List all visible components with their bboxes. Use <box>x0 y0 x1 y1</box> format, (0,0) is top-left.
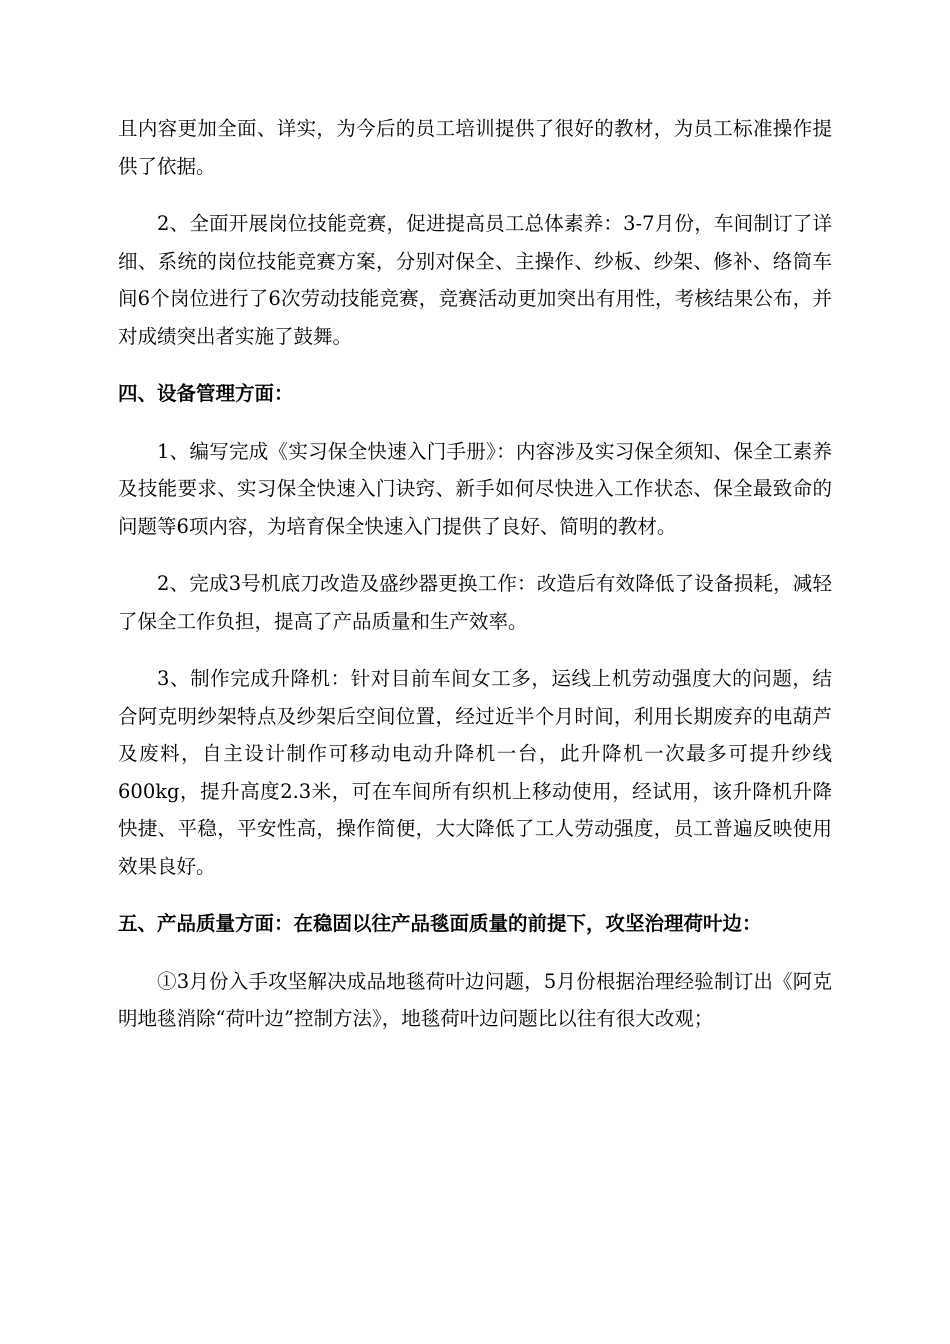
section-heading-quality: 五、产品质量方面：在稳固以往产品毯面质量的前提下，攻坚治理荷叶边： <box>118 912 762 935</box>
section-heading-equipment: 四、设备管理方面： <box>118 382 294 405</box>
paragraph-lift-machine: 3、制作完成升降机：针对目前车间女工多，运线上机劳动强度大的问题，结合阿克明纱架特点及纱架后空间位置，经过近半个月时间，利用长期废弃的电葫芦及废料，自主设计制作可移动电动升降机一台，此升降机一次最多可提升纱线600kg，提升高度2.3米，可在车间所有织机上移动使用，经试用，该升降机升降快捷、平稳，平安性高，操作简便，大大降低了工人劳动强度，员工普遍反映使用效果良好。 <box>118 667 832 878</box>
paragraph-lotus-edge: ①3月份入手攻坚解决成品地毯荷叶边问题，5月份根据治理经验制订出《阿克明地毯消除“荷叶边”控制方法》，地毯荷叶边问题比以往有很大改观； <box>118 969 832 1030</box>
paragraph-skill-competition: 2、全面开展岗位技能竞赛，促进提高员工总体素养：3-7月份，车间制订了详细、系统的岗位技能竞赛方案，分别对保全、主操作、纱板、纱架、修补、络筒车间6个岗位进行了6次劳动技能竞赛，竞赛活动更加突出有用性，考核结果公布，并对成绩突出者实施了鼓舞。 <box>118 212 832 348</box>
paragraph-machine-retrofit: 2、完成3号机底刀改造及盛纱器更换工作：改造后有效降低了设备损耗，减轻了保全工作负担，提高了产品质量和生产效率。 <box>118 572 832 633</box>
paragraph-handbook: 1、编写完成《实习保全快速入门手册》：内容涉及实习保全须知、保全工素养及技能要求、实习保全快速入门诀窍、新手如何尽快进入工作状态、保全最致命的问题等6项内容，为培育保全快速入门提供了良好、简明的教材。 <box>118 439 832 538</box>
paragraph-training-materials: 且内容更加全面、详实，为今后的员工培训提供了很好的教材，为员工标准操作提供了依据。 <box>118 117 832 178</box>
